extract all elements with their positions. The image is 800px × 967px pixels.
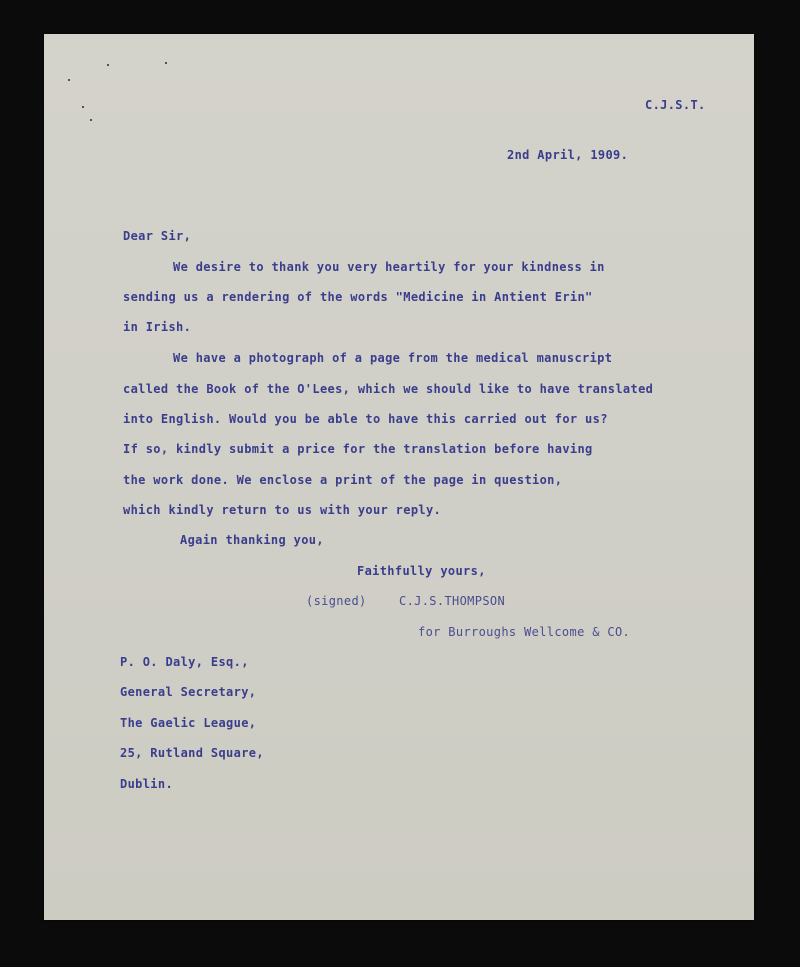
body-line: in Irish. xyxy=(123,320,192,334)
body-line: We desire to thank you very heartily for your kindness in xyxy=(173,260,605,274)
body-line: the work done. We enclose a print of the page in question, xyxy=(123,473,563,487)
signed-label: (signed) xyxy=(306,594,367,608)
body-line: We have a photograph of a page from the medical manuscript xyxy=(173,351,613,365)
body-line: If so, kindly submit a price for the translation before having xyxy=(123,442,593,456)
company-name: for Burroughs Wellcome & CO. xyxy=(418,625,631,639)
signature-name: C.J.S.THOMPSON xyxy=(399,594,506,608)
body-line: into English. Would you be able to have this carried out for us? xyxy=(123,412,608,426)
body-line: called the Book of the O'Lees, which we should like to have translated xyxy=(123,382,654,396)
body-line: sending us a rendering of the words "Medicine in Antient Erin" xyxy=(123,290,593,304)
paper-speck xyxy=(90,119,92,121)
letter-date: 2nd April, 1909. xyxy=(507,148,629,162)
sender-initials: C.J.S.T. xyxy=(645,98,706,112)
address-line: General Secretary, xyxy=(120,685,257,699)
paper-speck xyxy=(68,79,70,81)
letter-sheet xyxy=(44,34,754,920)
paper-speck xyxy=(82,106,84,108)
body-line: Again thanking you, xyxy=(180,533,324,547)
paper-speck xyxy=(107,64,109,66)
address-line: Dublin. xyxy=(120,777,174,791)
body-line: which kindly return to us with your reply. xyxy=(123,503,442,517)
address-line: The Gaelic League, xyxy=(120,716,257,730)
closing: Faithfully yours, xyxy=(357,564,486,578)
address-line: 25, Rutland Square, xyxy=(120,746,264,760)
salutation: Dear Sir, xyxy=(123,229,192,243)
address-line: P. O. Daly, Esq., xyxy=(120,655,249,669)
paper-speck xyxy=(165,62,167,64)
